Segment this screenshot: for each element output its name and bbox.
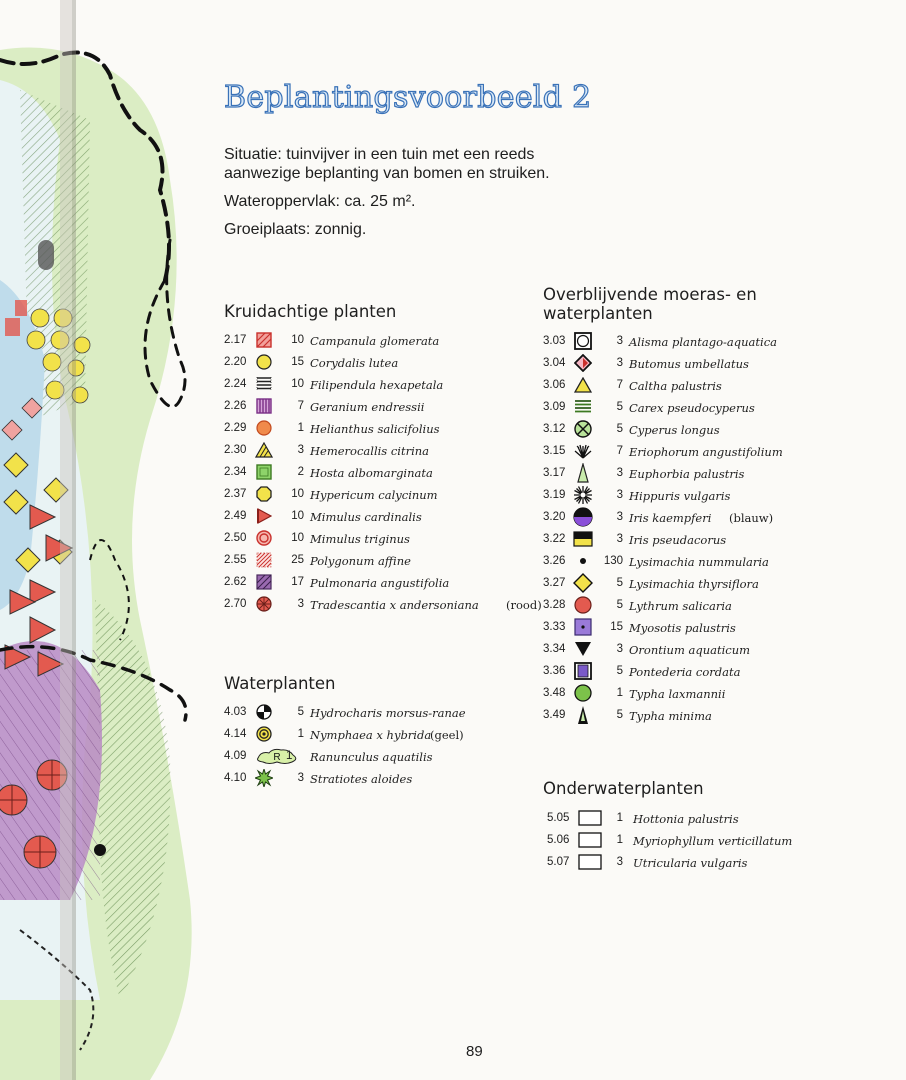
item-quantity: 1	[286, 750, 293, 762]
item-name: Utricularia vulgaris	[633, 856, 748, 870]
item-code: 3.12	[543, 423, 566, 435]
item-name: Iris pseudacorus	[629, 533, 727, 547]
situation-line-2: aanwezige beplanting van bomen en struiken.	[224, 165, 550, 182]
item-name: Typha laxmannii	[629, 687, 726, 701]
item-name: Caltha palustris	[629, 379, 722, 393]
item-code: 3.06	[543, 379, 566, 391]
section-title-moeras	[543, 285, 757, 323]
pink-diamond-icon	[573, 353, 593, 373]
item-name: Alisma plantago-aquatica	[629, 335, 778, 349]
item-quantity: 5	[616, 401, 623, 413]
page-number: 89	[466, 1043, 483, 1060]
item-name: Mimulus cardinalis	[310, 510, 422, 524]
item-name: Lythrum salicaria	[629, 599, 732, 613]
item-code: 2.30	[224, 444, 247, 456]
item-name: Lysimachia thyrsiflora	[629, 577, 759, 591]
rounded-square-outline-icon	[573, 331, 593, 351]
item-quantity: 5	[616, 577, 623, 589]
item-note: (geel)	[430, 728, 464, 742]
item-name: Stratiotes aloides	[310, 772, 413, 786]
green-lines-square-icon	[573, 397, 593, 417]
item-code: 2.20	[224, 356, 247, 368]
item-quantity: 5	[297, 706, 304, 718]
green-square-icon	[254, 462, 274, 482]
item-code: 3.22	[543, 533, 566, 545]
item-code: 4.10	[224, 772, 247, 784]
item-code: 5.06	[547, 834, 570, 846]
item-name: Cyperus longus	[629, 423, 720, 437]
section-title-onderwater: Onderwaterplanten	[543, 779, 704, 798]
item-quantity: 3	[616, 643, 623, 655]
purple-striped-square-icon	[254, 396, 274, 416]
item-quantity: 7	[616, 445, 623, 457]
item-code: 2.50	[224, 532, 247, 544]
red-circle-icon	[573, 595, 593, 615]
item-code: 3.04	[543, 357, 566, 369]
green-star-icon	[254, 768, 274, 788]
item-code: 3.28	[543, 599, 566, 611]
item-quantity: 3	[297, 772, 304, 784]
item-code: 4.09	[224, 750, 247, 762]
yellow-striped-triangle-icon	[254, 440, 274, 460]
situation-text	[224, 145, 550, 183]
item-quantity: 3	[297, 444, 304, 456]
item-quantity: 3	[297, 598, 304, 610]
item-code: 4.03	[224, 706, 247, 718]
item-name: Euphorbia palustris	[629, 467, 745, 481]
item-name: Orontium aquaticum	[629, 643, 751, 657]
item-name: Hosta albomarginata	[310, 466, 433, 480]
item-code: 2.29	[224, 422, 247, 434]
item-name: Pontederia cordata	[629, 665, 741, 679]
item-code: 3.20	[543, 511, 566, 523]
item-code: 3.34	[543, 643, 566, 655]
item-quantity: 7	[616, 379, 623, 391]
item-quantity: 3	[616, 856, 623, 868]
situation-line-1: Situatie: tuinvijver in een tuin met een reeds	[224, 146, 535, 163]
item-quantity: 1	[616, 812, 623, 824]
item-quantity: 3	[616, 533, 623, 545]
location-text: Groeiplaats: zonnig.	[224, 221, 367, 238]
intro-block	[224, 145, 550, 248]
section-title-line-1: Overblijvende moeras- en	[543, 285, 757, 304]
item-code: 3.48	[543, 687, 566, 699]
item-code: 3.09	[543, 401, 566, 413]
black-down-triangle-icon	[573, 639, 593, 659]
item-note: (rood)	[506, 598, 542, 612]
item-name: Pulmonaria angustifolia	[310, 576, 450, 590]
item-code: 2.49	[224, 510, 247, 522]
item-name: Typha minima	[629, 709, 712, 723]
section-title-waterplanten: Waterplanten	[224, 674, 336, 693]
item-quantity: 10	[291, 378, 304, 390]
yellow-octagon-icon	[254, 484, 274, 504]
item-quantity: 10	[291, 532, 304, 544]
item-quantity: 10	[291, 334, 304, 346]
starburst-icon	[573, 485, 593, 505]
item-quantity: 1	[297, 422, 304, 434]
pink-hatched-square-icon	[254, 550, 274, 570]
purple-hatched-square-icon	[254, 572, 274, 592]
red-hatched-square-icon	[254, 330, 274, 350]
item-quantity: 10	[291, 510, 304, 522]
yellow-triangle-icon	[573, 375, 593, 395]
item-name: Lysimachia nummularia	[629, 555, 769, 569]
empty-rectangle-icon	[577, 852, 603, 872]
half-purple-circle-icon	[573, 507, 593, 527]
item-quantity: 7	[297, 400, 304, 412]
item-name: Filipendula hexapetala	[310, 378, 444, 392]
item-code: 4.14	[224, 728, 247, 740]
item-quantity: 3	[616, 335, 623, 347]
item-name: Eriophorum angustifolium	[629, 445, 783, 459]
empty-rectangle-icon	[577, 830, 603, 850]
item-quantity: 3	[616, 467, 623, 479]
item-name: Corydalis lutea	[310, 356, 399, 370]
item-quantity: 3	[616, 489, 623, 501]
item-name: Myriophyllum verticillatum	[633, 834, 793, 848]
item-quantity: 17	[291, 576, 304, 588]
item-code: 2.24	[224, 378, 247, 390]
item-code: 3.33	[543, 621, 566, 633]
item-name: Tradescantia x andersoniana	[310, 598, 479, 612]
concentric-circle-icon	[254, 724, 274, 744]
orange-circle-icon	[254, 418, 274, 438]
item-quantity: 15	[291, 356, 304, 368]
item-name: Carex pseudocyperus	[629, 401, 755, 415]
item-name: Myosotis palustris	[629, 621, 736, 635]
item-code: 3.15	[543, 445, 566, 457]
item-quantity: 3	[616, 511, 623, 523]
item-code: 3.36	[543, 665, 566, 677]
horizontal-lines-square-icon	[254, 374, 274, 394]
item-code: 3.03	[543, 335, 566, 347]
item-code: 5.05	[547, 812, 570, 824]
page-title: Beplantingsvoorbeeld 2	[224, 80, 592, 115]
item-code: 5.07	[547, 856, 570, 868]
item-name: Hydrocharis morsus-ranae	[310, 706, 466, 720]
item-code: 3.27	[543, 577, 566, 589]
item-quantity: 1	[616, 834, 623, 846]
tuft-icon	[573, 441, 593, 461]
green-circle-icon	[573, 683, 593, 703]
item-code: 3.26	[543, 555, 566, 567]
item-name: Hypericum calycinum	[310, 488, 438, 502]
item-quantity: 1	[297, 728, 304, 740]
item-name: Campanula glomerata	[310, 334, 440, 348]
item-code: 2.62	[224, 576, 247, 588]
double-circle-red-icon	[254, 528, 274, 548]
item-quantity: 15	[610, 621, 623, 633]
purple-framed-square-icon	[573, 661, 593, 681]
yellow-black-rectangle-icon	[573, 529, 593, 549]
item-name: Polygonum affine	[310, 554, 411, 568]
item-name: Mimulus triginus	[310, 532, 410, 546]
item-quantity: 1	[616, 687, 623, 699]
item-code: 2.37	[224, 488, 247, 500]
item-quantity: 5	[616, 423, 623, 435]
item-name: Geranium endressii	[310, 400, 425, 414]
yellow-circle-icon	[254, 352, 274, 372]
item-name: Iris kaempferi	[629, 511, 712, 525]
item-code: 3.49	[543, 709, 566, 721]
item-code: 2.17	[224, 334, 247, 346]
tall-green-triangle-icon	[573, 463, 593, 483]
item-code: 2.55	[224, 554, 247, 566]
garden-plan-illustration	[0, 0, 215, 1080]
item-quantity: 3	[616, 357, 623, 369]
item-name: Helianthus salicifolius	[310, 422, 440, 436]
item-code: 2.70	[224, 598, 247, 610]
item-code: 3.19	[543, 489, 566, 501]
empty-rectangle-icon	[577, 808, 603, 828]
item-code: 2.34	[224, 466, 247, 478]
red-spoked-circle-icon	[254, 594, 274, 614]
item-name: Butomus umbellatus	[629, 357, 749, 371]
item-note: (blauw)	[729, 511, 774, 525]
red-triangle-icon	[254, 506, 274, 526]
item-quantity: 130	[603, 555, 623, 567]
section-title-kruidachtige: Kruidachtige planten	[224, 302, 397, 321]
purple-dot-square-icon	[573, 617, 593, 637]
yellow-diamond-icon	[573, 573, 593, 593]
item-quantity: 5	[616, 665, 623, 677]
item-code: 2.26	[224, 400, 247, 412]
blob-letter: R	[273, 752, 281, 763]
narrow-black-triangle-icon	[573, 705, 593, 725]
item-quantity: 25	[291, 554, 304, 566]
item-name: Nymphaea x hybrida	[310, 728, 432, 742]
quartered-circle-icon	[254, 702, 274, 722]
green-crossed-circle-icon	[573, 419, 593, 439]
item-code: 3.17	[543, 467, 566, 479]
item-name: Hottonia palustris	[633, 812, 739, 826]
item-name: Hemerocallis citrina	[310, 444, 430, 458]
item-name: Ranunculus aquatilis	[310, 750, 433, 764]
small-dot-icon	[573, 551, 593, 571]
water-area-text: Wateroppervlak: ca. 25 m².	[224, 193, 416, 210]
item-name: Hippuris vulgaris	[629, 489, 731, 503]
item-quantity: 5	[616, 599, 623, 611]
item-quantity: 5	[616, 709, 623, 721]
section-title-line-2: waterplanten	[543, 304, 653, 323]
item-quantity: 10	[291, 488, 304, 500]
item-quantity: 2	[297, 466, 304, 478]
